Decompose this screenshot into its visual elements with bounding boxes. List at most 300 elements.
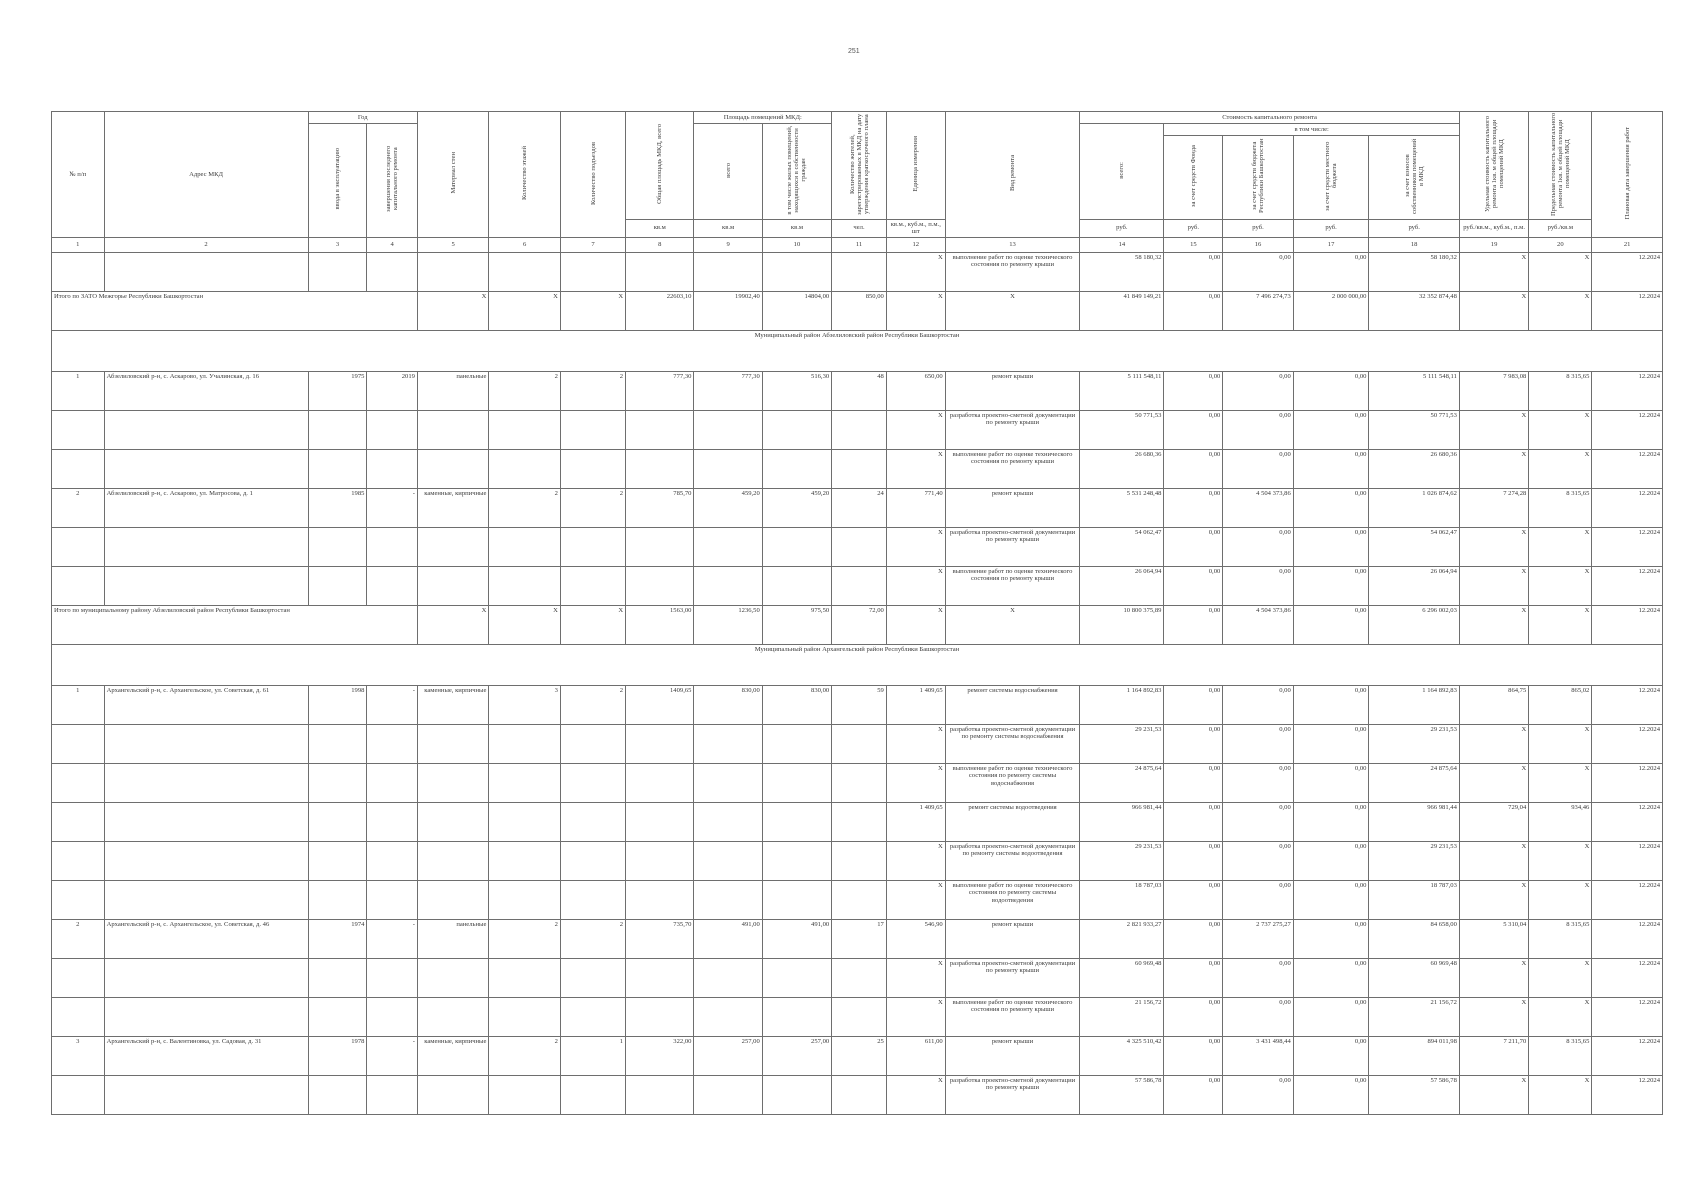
cell-c15: 0,00 [1164,252,1223,291]
section-title: Муниципальный район Архангельский район Республики Башкортостан [52,644,1663,685]
cell-c3: 1978 [308,1036,367,1075]
cell-c12: 546,90 [886,919,945,958]
cell-empty [308,841,367,880]
cell-c19: Х [1459,1075,1528,1114]
cell-c15: 0,00 [1164,919,1223,958]
header-col-floors: Количество этажей [521,146,529,201]
column-number: 4 [367,237,417,252]
unit-rub: руб. [1187,224,1200,232]
cell-c6: 2 [489,919,561,958]
cell-c15: 0,00 [1164,410,1223,449]
cell-empty [104,252,308,291]
cell-empty [560,880,625,919]
cell-empty [560,566,625,605]
cell-c18: 1 164 892,83 [1369,685,1459,724]
cell-empty [104,449,308,488]
cell-empty [52,958,105,997]
cell-c13: ремонт крыши [945,1036,1080,1075]
cell-c13: ремонт системы водоснабжения [945,685,1080,724]
cell-c12: Х [886,724,945,763]
cell-empty [489,1075,561,1114]
cell-c15: 0,00 [1164,880,1223,919]
cell-c15: 0,00 [1164,1075,1223,1114]
column-number: 17 [1293,237,1369,252]
cell-empty [762,763,831,802]
cell-c12: Х [886,997,945,1036]
cell-c8: 322,00 [626,1036,694,1075]
cell-c21: 12.2024 [1592,291,1663,330]
house-row [52,685,1663,724]
cell-c17: 0,00 [1293,252,1369,291]
cell-empty [104,410,308,449]
cell-empty [52,527,105,566]
column-number: 14 [1080,237,1164,252]
cell-c16: 0,00 [1223,997,1293,1036]
cell-c11: 48 [832,371,887,410]
work-row [52,880,1663,919]
cell-c3: 1975 [308,371,367,410]
cell-c9: 19902,40 [694,291,762,330]
cell-c15: 0,00 [1164,605,1223,644]
work-row [52,252,1663,291]
cell-c20: Х [1529,763,1592,802]
cell-empty [694,958,762,997]
cell-empty [560,997,625,1036]
cell-empty [367,724,417,763]
cell-c21: 12.2024 [1592,841,1663,880]
cell-c16: 3 431 498,44 [1223,1036,1293,1075]
cell-empty [104,724,308,763]
cell-c14: 2 821 933,27 [1080,919,1164,958]
cell-c19: Х [1459,566,1528,605]
cell-empty [308,527,367,566]
cell-c19: Х [1459,291,1528,330]
cell-empty [52,763,105,802]
column-number: 6 [489,237,561,252]
cell-c18: 21 156,72 [1369,997,1459,1036]
cell-c3: 1974 [308,919,367,958]
cell-empty [489,880,561,919]
cell-c18: 26 680,36 [1369,449,1459,488]
cell-c19: Х [1459,997,1528,1036]
cell-empty [367,997,417,1036]
cell-c20: Х [1529,841,1592,880]
cell-empty [367,958,417,997]
cell-c18: 29 231,53 [1369,724,1459,763]
unit-sqm: кв.м [790,224,804,232]
cell-c12: Х [886,763,945,802]
cell-empty [694,527,762,566]
cell-c17: 2 000 000,00 [1293,291,1369,330]
cell-c8: 785,70 [626,488,694,527]
cell-c7: 2 [560,685,625,724]
cell-empty [417,958,489,997]
cell-empty [104,880,308,919]
cell-empty [694,880,762,919]
cell-c16: 4 504 373,86 [1223,488,1293,527]
cell-c18: 894 011,98 [1369,1036,1459,1075]
cell-c7: 1 [560,1036,625,1075]
total-row [52,605,1663,644]
column-number: 7 [560,237,625,252]
cell-empty [489,802,561,841]
header-col-year-commission: ввода в эксплуатацию [333,148,341,210]
house-row [52,371,1663,410]
cell-c14: 5 111 548,11 [1080,371,1164,410]
cell-c17: 0,00 [1293,958,1369,997]
cell-c18: 58 180,32 [1369,252,1459,291]
cell-c13: разработка проектно-сметной документации по ремонту системы водоотведения [945,841,1080,880]
cell-c19: 729,04 [1459,802,1528,841]
cell-c12: 1 409,65 [886,685,945,724]
work-row [52,566,1663,605]
cell-empty [489,566,561,605]
cell-c7: Х [560,291,625,330]
cell-empty [626,1075,694,1114]
work-row [52,724,1663,763]
cell-empty [832,802,887,841]
cell-c3: 1998 [308,685,367,724]
cell-c20: Х [1529,1075,1592,1114]
section-row [52,330,1663,371]
cell-c15: 0,00 [1164,958,1223,997]
cell-empty [832,410,887,449]
cell-c18: 50 771,53 [1369,410,1459,449]
cell-c16: 0,00 [1223,841,1293,880]
cell-empty [52,880,105,919]
header-col-address: Адрес МКД [189,170,223,178]
work-row [52,841,1663,880]
cell-empty [52,566,105,605]
header-col-year-repair: завершения последнего капитального ремонта [385,145,400,213]
cell-empty [367,880,417,919]
column-number: 9 [694,237,762,252]
cell-c11: 72,00 [832,605,887,644]
cell-c13: ремонт крыши [945,919,1080,958]
cell-empty [832,527,887,566]
total-label: Итого по ЗАТО Межгорье Республики Башкортостан [52,291,418,330]
cell-c13: Х [945,605,1080,644]
header-col-local: за счет средств местного бюджета [1324,141,1339,211]
unit-rub-per-sqm: руб./кв.м., куб.м., п.м. [1463,224,1525,232]
cell-c5: панельные [417,919,489,958]
cell-c6: Х [489,291,561,330]
cell-c20: Х [1529,997,1592,1036]
cell-empty [560,1075,625,1114]
cell-empty [308,880,367,919]
cell-c12: 1 409,65 [886,802,945,841]
cell-c14: 41 849 149,21 [1080,291,1164,330]
cell-c13: выполнение работ по оценке технического состояния по ремонту крыши [945,566,1080,605]
cell-c17: 0,00 [1293,488,1369,527]
header-col-prem-private: в том числе жилых помещений, находящихся в собственности граждан [786,125,808,215]
cell-c20: 8 315,65 [1529,371,1592,410]
cell-c10: 491,00 [762,919,831,958]
column-numbers-row [52,237,1663,252]
column-number: 3 [308,237,367,252]
cell-c13: выполнение работ по оценке технического состояния по ремонту крыши [945,252,1080,291]
cell-c14: 1 164 892,83 [1080,685,1164,724]
header-col-cost-total: всего: [1118,161,1126,179]
cell-c16: 0,00 [1223,527,1293,566]
cell-c6: 3 [489,685,561,724]
capital-repair-table [51,111,1663,1115]
cell-c19: Х [1459,605,1528,644]
cell-empty [489,410,561,449]
cell-c16: 0,00 [1223,724,1293,763]
cell-c17: 0,00 [1293,527,1369,566]
cell-c21: 12.2024 [1592,919,1663,958]
cell-c9: 1236,50 [694,605,762,644]
cell-c13: выполнение работ по оценке технического состояния по ремонту крыши [945,997,1080,1036]
column-number: 18 [1369,237,1459,252]
cell-c13: ремонт крыши [945,371,1080,410]
cell-c11: 59 [832,685,887,724]
cell-c12: 611,00 [886,1036,945,1075]
cell-empty [694,252,762,291]
cell-c2: Абзелиловский р-н, с. Аскарово, ул. Матросова, д. 1 [104,488,308,527]
cell-c8: 1563,00 [626,605,694,644]
cell-c5: Х [417,291,489,330]
cell-empty [694,449,762,488]
cell-empty [626,763,694,802]
header-col-unit: Единица измерения [912,136,920,192]
cell-empty [52,410,105,449]
cell-empty [52,841,105,880]
cell-c17: 0,00 [1293,371,1369,410]
cell-c17: 0,00 [1293,763,1369,802]
cell-c13: разработка проектно-сметной документации по ремонту крыши [945,527,1080,566]
cell-empty [417,724,489,763]
page-number: 251 [848,48,860,55]
cell-c19: Х [1459,252,1528,291]
header-col-work: Вид ремонта [1009,155,1017,192]
cell-empty [560,841,625,880]
cell-c14: 966 981,44 [1080,802,1164,841]
cell-c20: Х [1529,880,1592,919]
cell-empty [626,724,694,763]
cell-c3: 1985 [308,488,367,527]
house-row [52,919,1663,958]
cell-empty [417,566,489,605]
work-row [52,802,1663,841]
header-group-premises: Площадь помещений МКД: [723,113,802,121]
cell-c20: Х [1529,291,1592,330]
cell-c21: 12.2024 [1592,371,1663,410]
cell-empty [560,252,625,291]
cell-empty [560,958,625,997]
cell-empty [52,997,105,1036]
cell-empty [308,449,367,488]
cell-c4: - [367,685,417,724]
cell-c17: 0,00 [1293,410,1369,449]
cell-empty [762,724,831,763]
house-row [52,1036,1663,1075]
cell-c16: 2 737 275,27 [1223,919,1293,958]
cell-c13: ремонт системы водоотведения [945,802,1080,841]
section-title: Муниципальный район Абзелиловский район Республики Башкортостан [52,330,1663,371]
cell-empty [560,763,625,802]
cell-c5: каменные, кирпичные [417,685,489,724]
cell-empty [694,997,762,1036]
work-row [52,1075,1663,1114]
cell-c17: 0,00 [1293,841,1369,880]
cell-c20: 934,46 [1529,802,1592,841]
cell-empty [489,527,561,566]
cell-empty [367,527,417,566]
cell-empty [367,410,417,449]
work-row [52,997,1663,1036]
cell-c19: Х [1459,449,1528,488]
header-col-unit-cost: Удельная стоимость капитального ремонта 1кв. м общей площади помещений МКД [1483,116,1505,213]
cell-empty [104,997,308,1036]
cell-empty [832,449,887,488]
cell-empty [489,841,561,880]
cell-c7: 2 [560,371,625,410]
cell-c9: 777,30 [694,371,762,410]
cell-empty [52,802,105,841]
cell-empty [626,252,694,291]
cell-c5: каменные, кирпичные [417,1036,489,1075]
cell-c19: Х [1459,724,1528,763]
cell-empty [417,252,489,291]
cell-empty [489,449,561,488]
cell-c21: 12.2024 [1592,1036,1663,1075]
cell-empty [832,252,887,291]
cell-empty [417,880,489,919]
unit-people: чел. [853,224,865,232]
cell-c16: 0,00 [1223,410,1293,449]
cell-empty [489,724,561,763]
unit-rub: руб. [1408,224,1420,232]
cell-empty [308,566,367,605]
cell-empty [560,724,625,763]
cell-c13: разработка проектно-сметной документации по ремонту крыши [945,410,1080,449]
cell-empty [417,1075,489,1114]
cell-empty [417,763,489,802]
column-number: 2 [104,237,308,252]
cell-empty [626,802,694,841]
cell-c18: 1 026 874,62 [1369,488,1459,527]
cell-c4: - [367,488,417,527]
header-group-incl: в том числе: [1294,125,1329,133]
section-row [52,644,1663,685]
cell-c15: 0,00 [1164,566,1223,605]
column-number: 10 [762,237,831,252]
cell-c18: 18 787,03 [1369,880,1459,919]
column-number: 19 [1459,237,1528,252]
cell-c20: Х [1529,605,1592,644]
cell-c7: 2 [560,488,625,527]
cell-c2: Архангельский р-н, с. Архангельское, ул. Советская, д. 46 [104,919,308,958]
work-row [52,763,1663,802]
cell-c15: 0,00 [1164,449,1223,488]
cell-c2: Абзелиловский р-н, с. Аскарово, ул. Учалинская, д. 16 [104,371,308,410]
cell-empty [694,802,762,841]
cell-c12: 650,00 [886,371,945,410]
cell-empty [694,841,762,880]
cell-empty [308,1075,367,1114]
cell-c13: выполнение работ по оценке технического состояния по ремонту системы водоснабжения [945,763,1080,802]
column-number: 11 [832,237,887,252]
cell-c13: разработка проектно-сметной документации по ремонту крыши [945,1075,1080,1114]
cell-c11: 17 [832,919,887,958]
cell-c14: 26 064,94 [1080,566,1164,605]
cell-c2: Архангельский р-н, с. Валентиновка, ул. Садовая, д. 31 [104,1036,308,1075]
unit-mixed: кв.м., куб.м., п.м., шт [890,220,941,236]
cell-empty [104,566,308,605]
cell-c14: 60 969,48 [1080,958,1164,997]
unit-rub-per-sqm: руб./кв.м [1547,224,1574,232]
cell-c7: 2 [560,919,625,958]
column-number: 21 [1592,237,1663,252]
column-number: 8 [626,237,694,252]
cell-c14: 58 180,32 [1080,252,1164,291]
cell-empty [560,802,625,841]
cell-empty [367,841,417,880]
column-number: 1 [52,237,105,252]
cell-c17: 0,00 [1293,1036,1369,1075]
cell-c18: 26 064,94 [1369,566,1459,605]
cell-c12: Х [886,252,945,291]
cell-c20: Х [1529,566,1592,605]
cell-c19: Х [1459,763,1528,802]
cell-empty [560,527,625,566]
cell-empty [104,527,308,566]
cell-c1: 2 [52,488,105,527]
cell-c17: 0,00 [1293,997,1369,1036]
cell-empty [52,1075,105,1114]
cell-c6: 2 [489,371,561,410]
cell-c19: 7 274,28 [1459,488,1528,527]
cell-c12: Х [886,566,945,605]
cell-empty [832,880,887,919]
cell-c17: 0,00 [1293,1075,1369,1114]
cell-c10: 14804,00 [762,291,831,330]
cell-empty [308,802,367,841]
cell-c5: каменные, кирпичные [417,488,489,527]
cell-empty [832,1075,887,1114]
cell-c5: Х [417,605,489,644]
header-col-residents: Количество жителей, зарегистрированных в МКД на дату утверждения краткосрочного плана [848,113,870,215]
column-number: 5 [417,237,489,252]
cell-c14: 29 231,53 [1080,841,1164,880]
cell-c13: ремонт крыши [945,488,1080,527]
header-col-num: № п/п [69,170,87,178]
cell-c21: 12.2024 [1592,685,1663,724]
cell-c8: 1409,65 [626,685,694,724]
header-col-wall: Материал стен [449,152,457,194]
cell-c14: 10 800 375,89 [1080,605,1164,644]
cell-c15: 0,00 [1164,841,1223,880]
cell-empty [52,724,105,763]
cell-c11: 25 [832,1036,887,1075]
total-label: Итого по муниципальному району Абзелиловский район Республики Башкортостан [52,605,418,644]
column-number: 15 [1164,237,1223,252]
cell-empty [367,802,417,841]
cell-empty [762,997,831,1036]
cell-empty [104,1075,308,1114]
cell-empty [762,449,831,488]
cell-empty [104,958,308,997]
cell-c20: 8 315,65 [1529,1036,1592,1075]
cell-c15: 0,00 [1164,802,1223,841]
cell-c13: Х [945,291,1080,330]
cell-c1: 3 [52,1036,105,1075]
cell-c12: 771,40 [886,488,945,527]
cell-empty [104,841,308,880]
work-row [52,958,1663,997]
